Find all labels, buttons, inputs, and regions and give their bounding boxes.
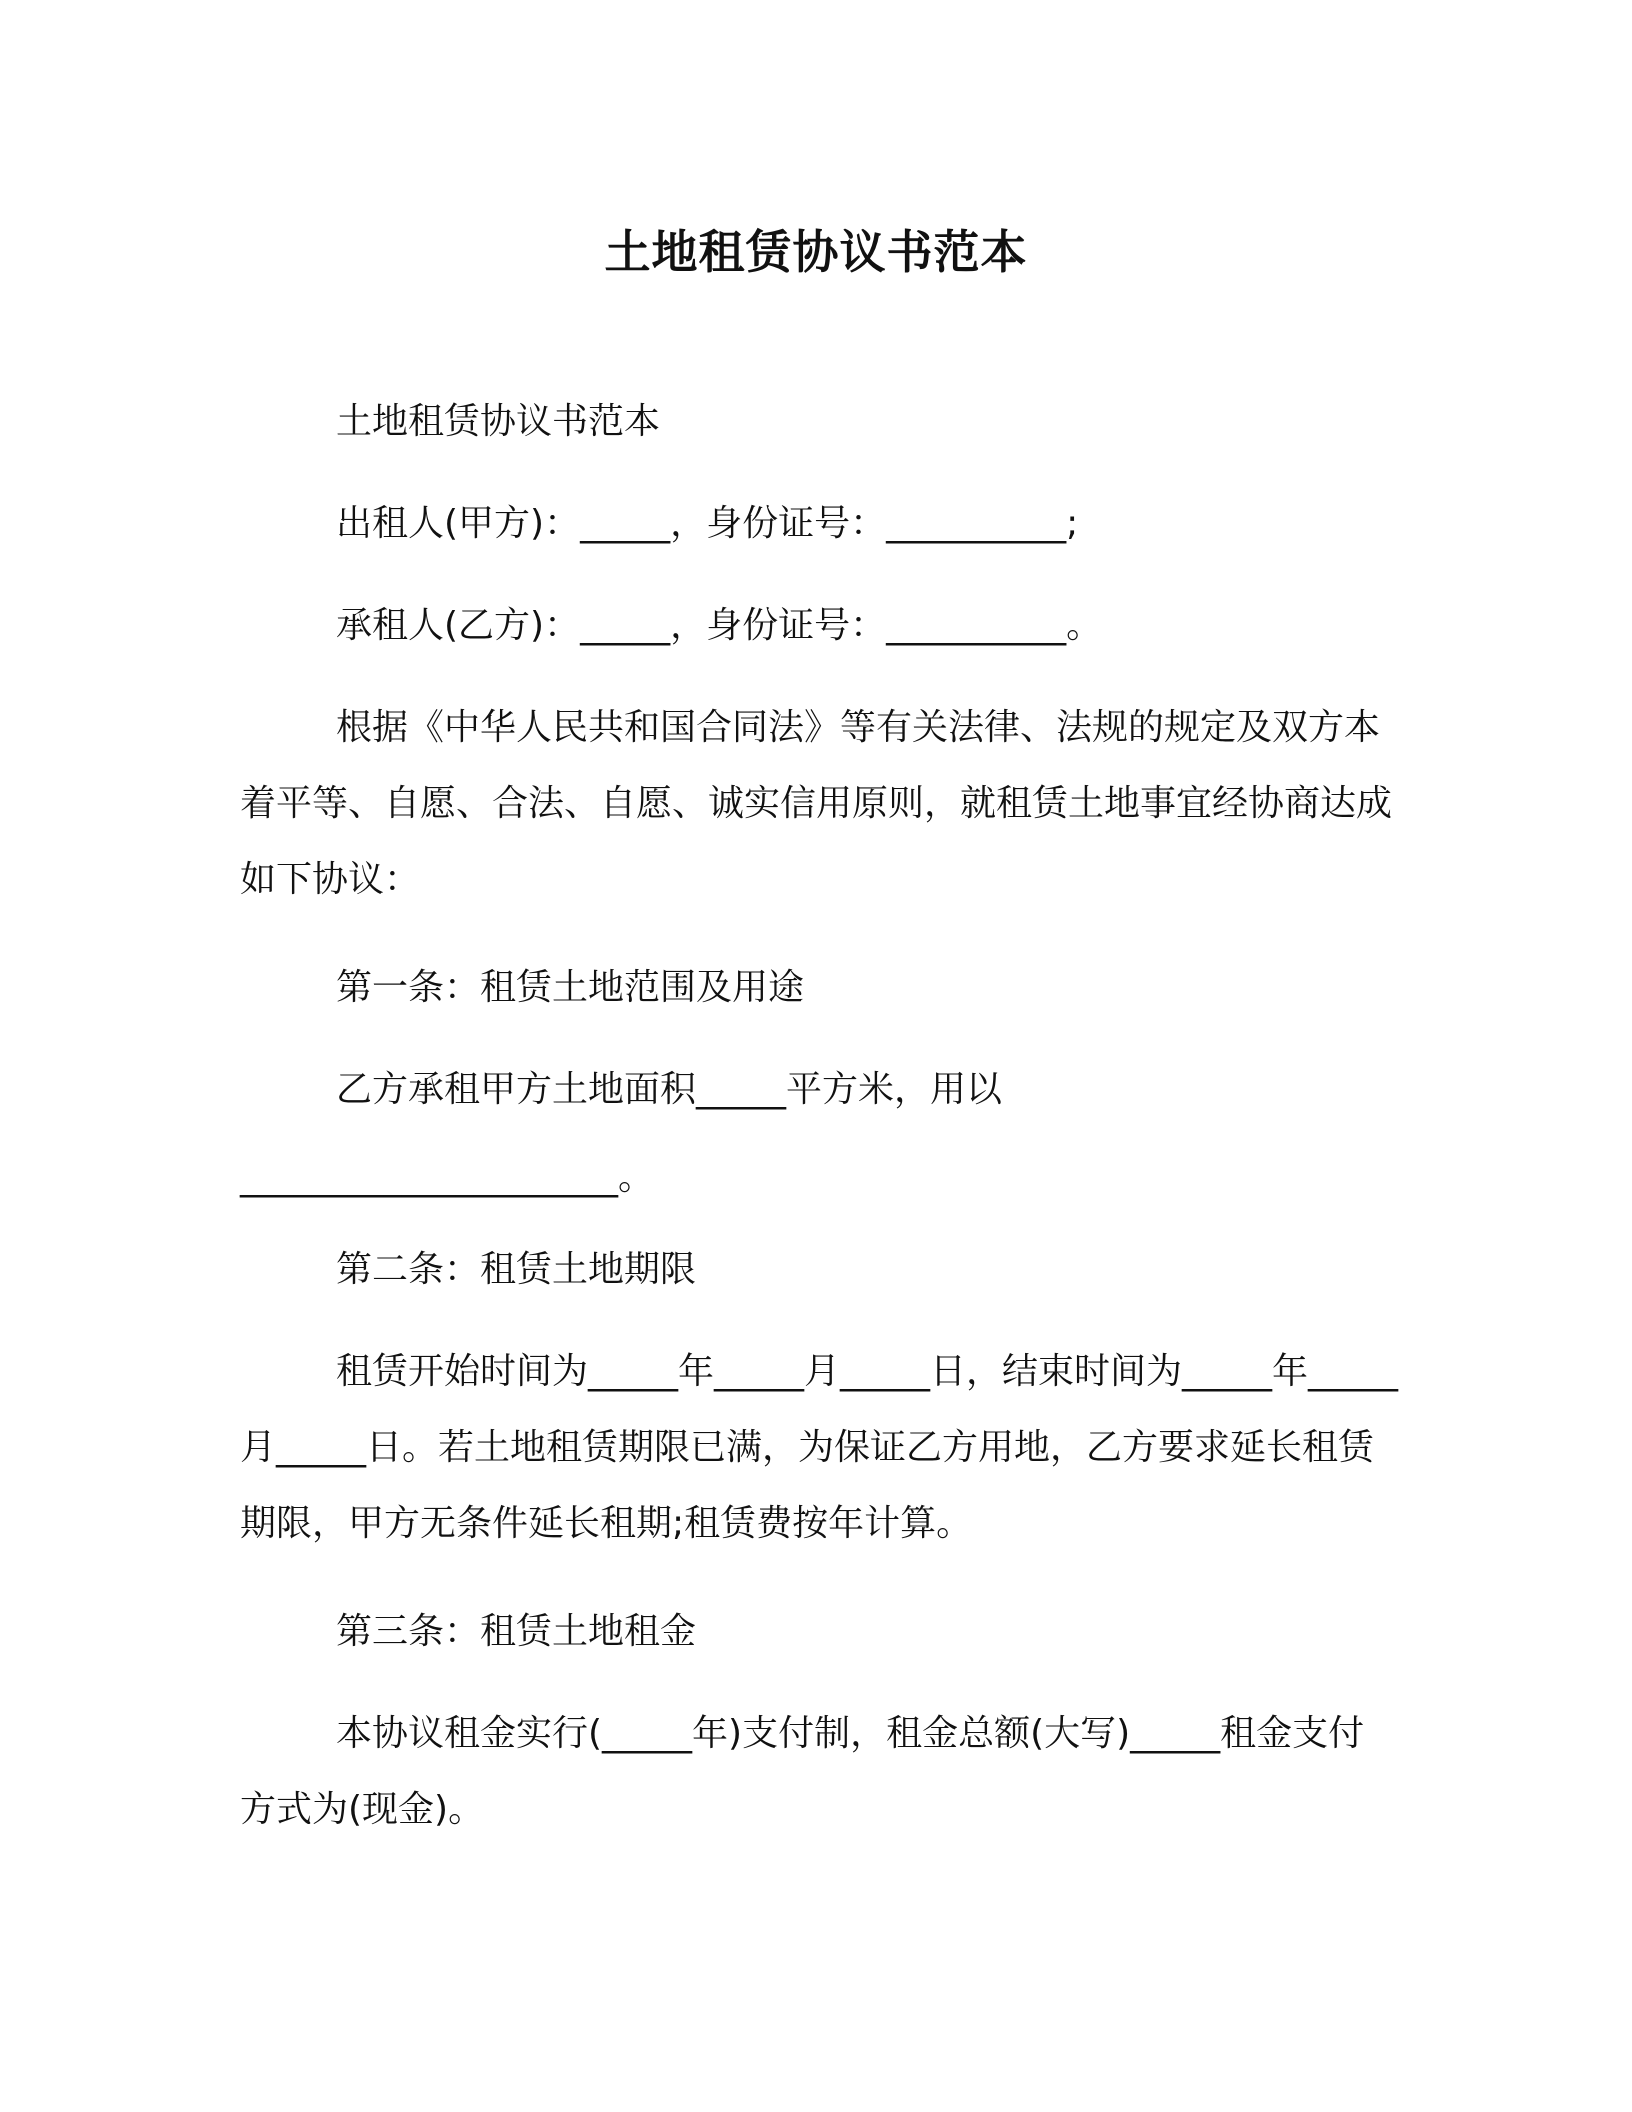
article-1-line-2: _____________________。 — [240, 1157, 654, 1198]
party-a-line: 出租人(甲方)：_____，身份证号：__________; — [336, 503, 1079, 544]
article-2-heading: 第二条：租赁土地期限 — [336, 1249, 697, 1290]
article-1-line-1: 乙方承租甲方土地面积_____平方米，用以 — [336, 1069, 1003, 1110]
document-title: 土地租赁协议书范本 — [604, 225, 1028, 279]
article-1-heading: 第一条：租赁土地范围及用途 — [336, 967, 805, 1008]
subtitle-paragraph: 土地租赁协议书范本 — [336, 401, 661, 442]
article-3-heading: 第三条：租赁土地租金 — [336, 1611, 697, 1652]
preamble-paragraph: 根据《中华人民共和国合同法》等有关法律、法规的规定及双方本着平等、自愿、合法、自愿、诚实信用原则，就租赁土地事宜经协商达成如下协议： — [240, 707, 1393, 900]
article-3-paragraph: 本协议租金实行(_____年)支付制，租金总额(大写)_____租金支付方式为(现金)。 — [240, 1713, 1365, 1830]
article-2-paragraph: 租赁开始时间为_____年_____月_____日，结束时间为_____年_____月_____日。若土地租赁期限已满，为保证乙方用地，乙方要求延长租赁期限，甲方无条件延长租期;租赁费按年计算。 — [240, 1351, 1399, 1544]
party-b-line: 承租人(乙方)：_____，身份证号：__________。 — [336, 605, 1103, 646]
